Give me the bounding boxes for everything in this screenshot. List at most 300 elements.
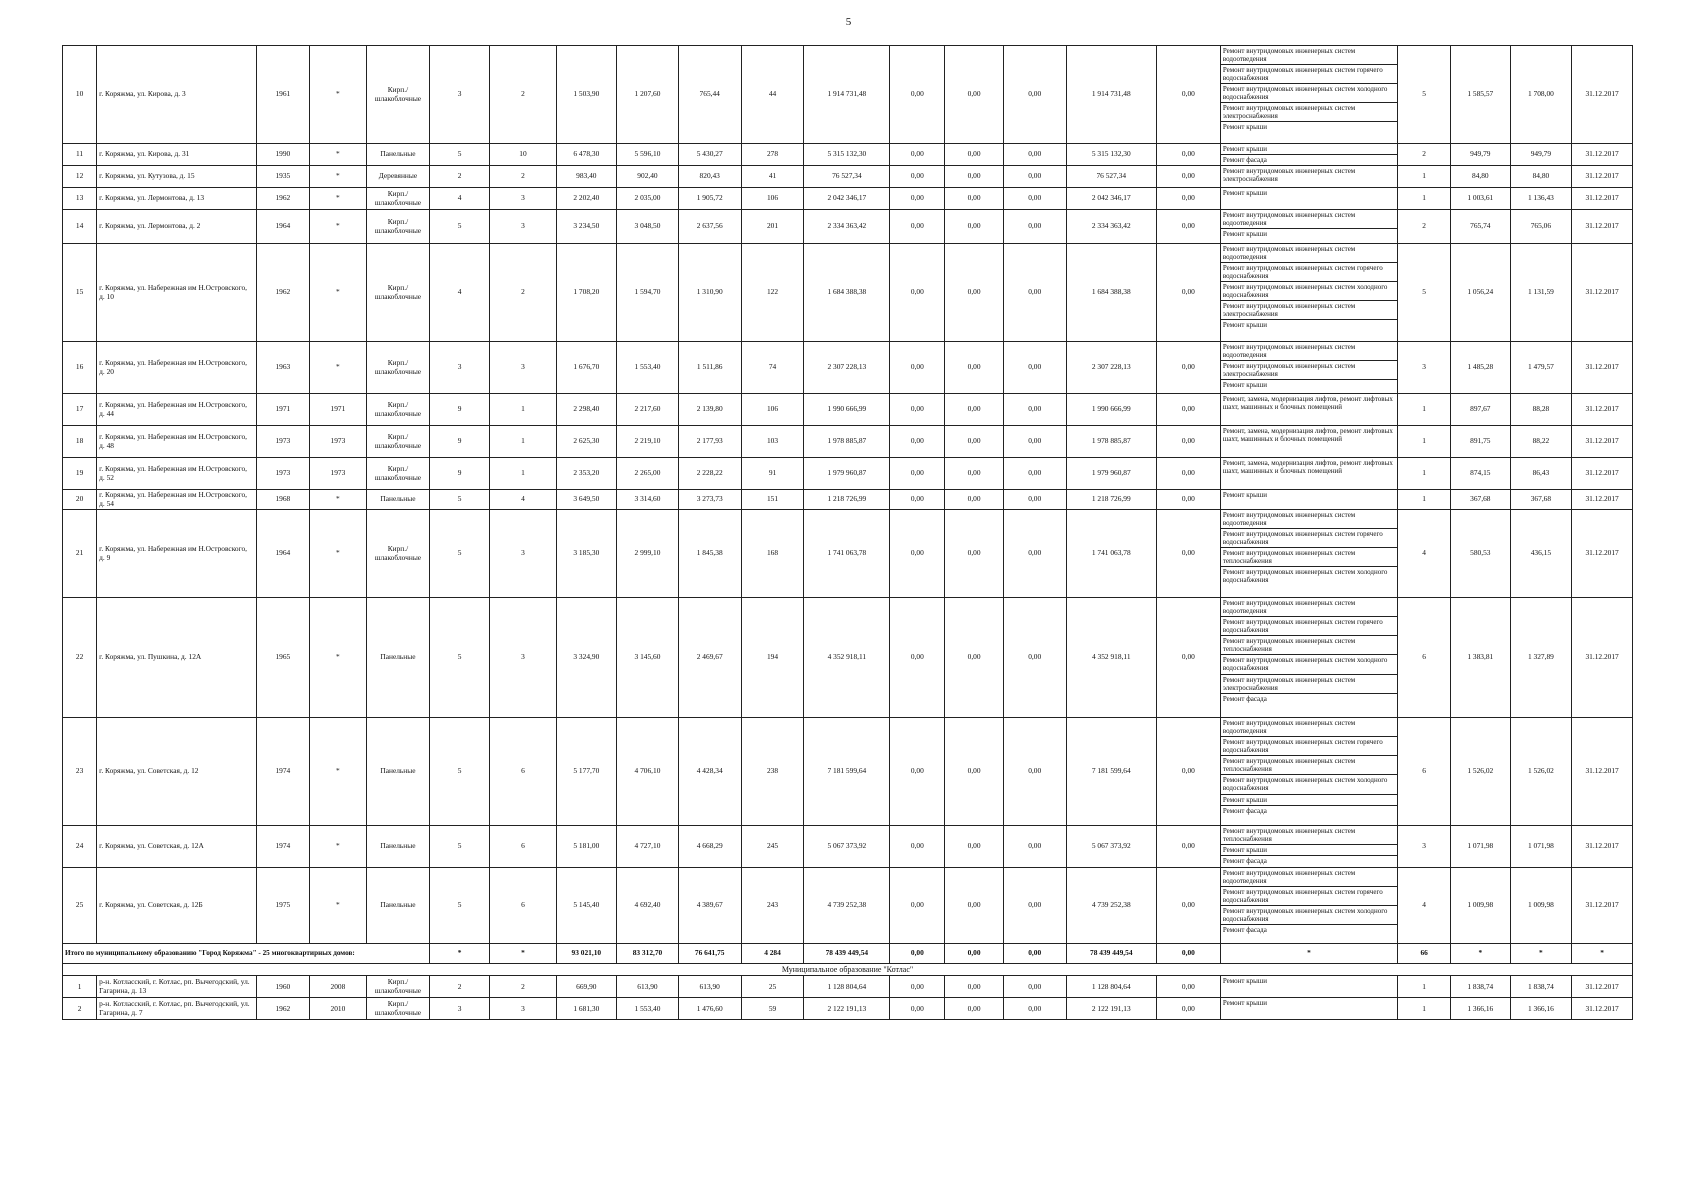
floors-cell: 5 xyxy=(429,826,490,868)
cost-local-cell: 0,00 xyxy=(1003,510,1066,598)
residential-area-cell: 2 469,67 xyxy=(678,598,741,718)
row-number-cell: 21 xyxy=(63,510,97,598)
cost-owners-cell: 1 128 804,64 xyxy=(1066,976,1156,998)
build-year-cell: 1935 xyxy=(256,166,309,188)
wall-material-cell: Панельные xyxy=(367,868,430,944)
wall-material-cell: Кирп./ шлакоблочные xyxy=(367,458,430,490)
housing-repair-table xyxy=(62,45,1633,1020)
work-item: Ремонт внутридомовых инженерных систем горячего водоснабжения xyxy=(1221,887,1397,906)
build-year-cell: 1968 xyxy=(256,490,309,510)
work-item: Ремонт крыши xyxy=(1222,381,1267,390)
cost-other-cell: 0,00 xyxy=(1156,144,1220,166)
section-header-row xyxy=(63,964,1633,976)
works-list-cell xyxy=(1220,426,1397,458)
works-list-cell xyxy=(1220,244,1397,342)
build-year-cell: 1974 xyxy=(256,826,309,868)
limit-cost-cell: 1 366,16 xyxy=(1510,998,1572,1020)
cost-owners-cell: 2 334 363,42 xyxy=(1066,210,1156,244)
residents-cell: 74 xyxy=(741,342,804,394)
housing-repair-table-sheet xyxy=(62,45,1633,1020)
rooms-area-cell: 1 594,70 xyxy=(617,244,679,342)
cost-local-cell: 0,00 xyxy=(1003,868,1066,944)
total-completion-date: * xyxy=(1572,944,1633,964)
cost-federal-cell: 0,00 xyxy=(890,510,945,598)
build-year-cell: 1964 xyxy=(256,210,309,244)
residents-cell: 106 xyxy=(741,394,804,426)
total-cost-total: 78 439 449,54 xyxy=(804,944,890,964)
entrances-cell: 3 xyxy=(490,342,556,394)
entrances-cell: 3 xyxy=(490,998,556,1020)
cost-regional-cell: 0,00 xyxy=(945,188,1003,210)
rooms-area-cell: 4 692,40 xyxy=(617,868,679,944)
floors-cell: 9 xyxy=(429,426,490,458)
cost-federal-cell: 0,00 xyxy=(890,188,945,210)
row-number-cell: 19 xyxy=(63,458,97,490)
total-area-cell: 3 185,30 xyxy=(556,510,617,598)
address-cell: г. Коряжма, ул. Набережная им Н.Островского, д. 20 xyxy=(97,342,257,394)
work-item: Ремонт внутридомовых инженерных систем электроснабжения xyxy=(1221,675,1397,694)
total-works-count: 66 xyxy=(1398,944,1451,964)
cost-owners-cell: 4 739 252,38 xyxy=(1066,868,1156,944)
work-item: Ремонт внутридомовых инженерных систем горячего водоснабжения xyxy=(1221,617,1397,636)
cost-total-cell: 2 042 346,17 xyxy=(804,188,890,210)
cost-other-cell: 0,00 xyxy=(1156,166,1220,188)
total-area-cell: 5 177,70 xyxy=(556,718,617,826)
residents-cell: 245 xyxy=(741,826,804,868)
cost-federal-cell: 0,00 xyxy=(890,598,945,718)
works-count-cell: 1 xyxy=(1398,976,1451,998)
works-list-cell xyxy=(1220,998,1397,1020)
row-number-cell: 15 xyxy=(63,244,97,342)
unit-cost-cell: 1 485,28 xyxy=(1451,342,1510,394)
row-number-cell: 11 xyxy=(63,144,97,166)
unit-cost-cell: 897,67 xyxy=(1451,394,1510,426)
table-row xyxy=(63,510,1633,598)
build-year-cell: 1963 xyxy=(256,342,309,394)
floors-cell: 5 xyxy=(429,510,490,598)
build-year-cell: 1973 xyxy=(256,458,309,490)
completion-date-cell: 31.12.2017 xyxy=(1572,458,1633,490)
works-count-cell: 1 xyxy=(1398,394,1451,426)
floors-cell: 5 xyxy=(429,144,490,166)
entrances-cell: 2 xyxy=(490,46,556,144)
floors-cell: 9 xyxy=(429,394,490,426)
row-number-cell: 2 xyxy=(63,998,97,1020)
cost-owners-cell: 1 914 731,48 xyxy=(1066,46,1156,144)
entrances-cell: 3 xyxy=(490,510,556,598)
cost-regional-cell: 0,00 xyxy=(945,342,1003,394)
cost-regional-cell: 0,00 xyxy=(945,458,1003,490)
page-number: 5 xyxy=(845,16,852,28)
work-item: Ремонт крыши xyxy=(1222,123,1267,132)
cost-total-cell: 1 978 885,87 xyxy=(804,426,890,458)
residential-area-cell: 765,44 xyxy=(678,46,741,144)
completion-date-cell: 31.12.2017 xyxy=(1572,244,1633,342)
cost-federal-cell: 0,00 xyxy=(890,490,945,510)
residents-cell: 106 xyxy=(741,188,804,210)
work-item: Ремонт крыши xyxy=(1221,845,1397,856)
residential-area-cell: 1 511,86 xyxy=(678,342,741,394)
works-count-cell: 2 xyxy=(1398,210,1451,244)
completion-date-cell: 31.12.2017 xyxy=(1572,598,1633,718)
row-number-cell: 18 xyxy=(63,426,97,458)
work-item: Ремонт внутридомовых инженерных систем холодного водоснабжения xyxy=(1221,84,1397,103)
completion-date-cell: 31.12.2017 xyxy=(1572,426,1633,458)
cost-total-cell: 1 741 063,78 xyxy=(804,510,890,598)
cost-owners-cell: 1 741 063,78 xyxy=(1066,510,1156,598)
cost-regional-cell: 0,00 xyxy=(945,394,1003,426)
wall-material-cell: Кирп./ шлакоблочные xyxy=(367,976,430,998)
unit-cost-cell: 1 585,57 xyxy=(1451,46,1510,144)
works-count-cell: 1 xyxy=(1398,426,1451,458)
cost-federal-cell: 0,00 xyxy=(890,718,945,826)
cost-total-cell: 2 122 191,13 xyxy=(804,998,890,1020)
residents-cell: 25 xyxy=(741,976,804,998)
limit-cost-cell: 86,43 xyxy=(1510,458,1572,490)
residential-area-cell: 2 228,22 xyxy=(678,458,741,490)
residents-cell: 59 xyxy=(741,998,804,1020)
cost-other-cell: 0,00 xyxy=(1156,188,1220,210)
unit-cost-cell: 874,15 xyxy=(1451,458,1510,490)
work-item: Ремонт фасада xyxy=(1222,156,1267,165)
total-residential-area: 76 641,75 xyxy=(678,944,741,964)
cost-federal-cell: 0,00 xyxy=(890,998,945,1020)
work-item: Ремонт внутридомовых инженерных систем горячего водоснабжения xyxy=(1221,263,1397,282)
cost-total-cell: 4 739 252,38 xyxy=(804,868,890,944)
last-repair-year-cell: 1971 xyxy=(309,394,366,426)
address-cell: г. Коряжма, ул. Набережная им Н.Островского, д. 10 xyxy=(97,244,257,342)
residents-cell: 278 xyxy=(741,144,804,166)
address-cell: г. Коряжма, ул. Набережная им Н.Островского, д. 9 xyxy=(97,510,257,598)
total-cost-regional: 0,00 xyxy=(945,944,1003,964)
row-number-cell: 10 xyxy=(63,46,97,144)
work-item: Ремонт внутридомовых инженерных систем электроснабжения xyxy=(1221,103,1397,122)
last-repair-year-cell: 2010 xyxy=(309,998,366,1020)
cost-local-cell: 0,00 xyxy=(1003,976,1066,998)
works-list-cell xyxy=(1220,210,1397,244)
total-area-cell: 3 649,50 xyxy=(556,490,617,510)
table-row xyxy=(63,868,1633,944)
cost-federal-cell: 0,00 xyxy=(890,426,945,458)
work-item: Ремонт внутридомовых инженерных систем электроснабжения xyxy=(1222,167,1356,184)
cost-owners-cell: 1 990 666,99 xyxy=(1066,394,1156,426)
work-item: Ремонт, замена, модернизация лифтов, ремонт лифтовых шахт, машинных и блочных помещений xyxy=(1222,427,1393,444)
cost-local-cell: 0,00 xyxy=(1003,188,1066,210)
work-item: Ремонт крыши xyxy=(1222,491,1267,500)
unit-cost-cell: 1 383,81 xyxy=(1451,598,1510,718)
works-count-cell: 4 xyxy=(1398,868,1451,944)
row-number-cell: 12 xyxy=(63,166,97,188)
address-cell: г. Коряжма, ул. Пушкина, д. 12А xyxy=(97,598,257,718)
cost-local-cell: 0,00 xyxy=(1003,998,1066,1020)
works-list-cell xyxy=(1220,510,1397,598)
works-list-cell xyxy=(1220,976,1397,998)
entrances-cell: 1 xyxy=(490,458,556,490)
residential-area-cell: 4 668,29 xyxy=(678,826,741,868)
cost-regional-cell: 0,00 xyxy=(945,998,1003,1020)
completion-date-cell: 31.12.2017 xyxy=(1572,826,1633,868)
rooms-area-cell: 3 314,60 xyxy=(617,490,679,510)
unit-cost-cell: 1 366,16 xyxy=(1451,998,1510,1020)
work-item: Ремонт, замена, модернизация лифтов, ремонт лифтовых шахт, машинных и блочных помещений xyxy=(1222,459,1393,476)
work-item: Ремонт внутридомовых инженерных систем водоотведения xyxy=(1221,510,1397,529)
last-repair-year-cell: * xyxy=(309,510,366,598)
row-number-cell: 17 xyxy=(63,394,97,426)
cost-total-cell: 76 527,34 xyxy=(804,166,890,188)
table-row xyxy=(63,998,1633,1020)
works-count-cell: 2 xyxy=(1398,144,1451,166)
completion-date-cell: 31.12.2017 xyxy=(1572,188,1633,210)
build-year-cell: 1975 xyxy=(256,868,309,944)
address-cell: г. Коряжма, ул. Набережная им Н.Островского, д. 48 xyxy=(97,426,257,458)
cost-owners-cell: 1 978 885,87 xyxy=(1066,426,1156,458)
cost-total-cell: 1 979 960,87 xyxy=(804,458,890,490)
cost-local-cell: 0,00 xyxy=(1003,342,1066,394)
unit-cost-cell: 367,68 xyxy=(1451,490,1510,510)
build-year-cell: 1962 xyxy=(256,188,309,210)
last-repair-year-cell: * xyxy=(309,166,366,188)
cost-regional-cell: 0,00 xyxy=(945,144,1003,166)
cost-owners-cell: 2 307 228,13 xyxy=(1066,342,1156,394)
total-area-cell: 2 353,20 xyxy=(556,458,617,490)
works-count-cell: 1 xyxy=(1398,998,1451,1020)
cost-owners-cell: 1 979 960,87 xyxy=(1066,458,1156,490)
total-area-cell: 1 708,20 xyxy=(556,244,617,342)
works-count-cell: 6 xyxy=(1398,598,1451,718)
residents-cell: 91 xyxy=(741,458,804,490)
residents-cell: 44 xyxy=(741,46,804,144)
cost-other-cell: 0,00 xyxy=(1156,458,1220,490)
works-count-cell: 3 xyxy=(1398,342,1451,394)
cost-other-cell: 0,00 xyxy=(1156,510,1220,598)
rooms-area-cell: 1 553,40 xyxy=(617,998,679,1020)
address-cell: р-н. Котласский, г. Котлас, рп. Вычегодский, ул. Гагарина, д. 13 xyxy=(97,976,257,998)
cost-total-cell: 1 990 666,99 xyxy=(804,394,890,426)
cost-regional-cell: 0,00 xyxy=(945,976,1003,998)
works-list-cell xyxy=(1220,868,1397,944)
limit-cost-cell: 88,22 xyxy=(1510,426,1572,458)
cost-other-cell: 0,00 xyxy=(1156,426,1220,458)
cost-owners-cell: 7 181 599,64 xyxy=(1066,718,1156,826)
work-item: Ремонт внутридомовых инженерных систем водоотведения xyxy=(1221,342,1397,361)
last-repair-year-cell: * xyxy=(309,490,366,510)
residents-cell: 41 xyxy=(741,166,804,188)
works-list-cell xyxy=(1220,458,1397,490)
cost-other-cell: 0,00 xyxy=(1156,210,1220,244)
entrances-cell: 6 xyxy=(490,718,556,826)
works-count-cell: 5 xyxy=(1398,46,1451,144)
residential-area-cell: 1 476,60 xyxy=(678,998,741,1020)
residential-area-cell: 1 310,90 xyxy=(678,244,741,342)
residential-area-cell: 2 139,80 xyxy=(678,394,741,426)
rooms-area-cell: 1 207,60 xyxy=(617,46,679,144)
floors-cell: 2 xyxy=(429,166,490,188)
cost-other-cell: 0,00 xyxy=(1156,826,1220,868)
cost-owners-cell: 4 352 918,11 xyxy=(1066,598,1156,718)
cost-total-cell: 1 914 731,48 xyxy=(804,46,890,144)
residential-area-cell: 2 177,93 xyxy=(678,426,741,458)
floors-cell: 5 xyxy=(429,490,490,510)
total-works: * xyxy=(1220,944,1397,964)
address-cell: р-н. Котласский, г. Котлас, рп. Вычегодский, ул. Гагарина, д. 7 xyxy=(97,998,257,1020)
cost-regional-cell: 0,00 xyxy=(945,210,1003,244)
completion-date-cell: 31.12.2017 xyxy=(1572,210,1633,244)
total-floors: * xyxy=(429,944,490,964)
cost-local-cell: 0,00 xyxy=(1003,458,1066,490)
cost-total-cell: 2 334 363,42 xyxy=(804,210,890,244)
total-area-cell: 1 503,90 xyxy=(556,46,617,144)
work-item: Ремонт внутридомовых инженерных систем водоотведения xyxy=(1221,244,1397,263)
cost-federal-cell: 0,00 xyxy=(890,868,945,944)
work-item: Ремонт внутридомовых инженерных систем водоотведения xyxy=(1221,210,1397,229)
work-item: Ремонт крыши xyxy=(1222,230,1267,239)
wall-material-cell: Кирп./ шлакоблочные xyxy=(367,998,430,1020)
work-item: Ремонт внутридомовых инженерных систем холодного водоснабжения xyxy=(1222,568,1388,585)
address-cell: г. Коряжма, ул. Кирова, д. 31 xyxy=(97,144,257,166)
build-year-cell: 1962 xyxy=(256,244,309,342)
last-repair-year-cell: * xyxy=(309,718,366,826)
limit-cost-cell: 1 071,98 xyxy=(1510,826,1572,868)
completion-date-cell: 31.12.2017 xyxy=(1572,166,1633,188)
unit-cost-cell: 1 056,24 xyxy=(1451,244,1510,342)
unit-cost-cell: 949,79 xyxy=(1451,144,1510,166)
floors-cell: 5 xyxy=(429,718,490,826)
wall-material-cell: Кирп./ шлакоблочные xyxy=(367,244,430,342)
work-item: Ремонт внутридомовых инженерных систем теплоснабжения xyxy=(1221,636,1397,655)
works-list-cell xyxy=(1220,144,1397,166)
completion-date-cell: 31.12.2017 xyxy=(1572,718,1633,826)
work-item: Ремонт фасада xyxy=(1222,694,1267,703)
works-count-cell: 1 xyxy=(1398,188,1451,210)
last-repair-year-cell: * xyxy=(309,210,366,244)
cost-federal-cell: 0,00 xyxy=(890,144,945,166)
entrances-cell: 2 xyxy=(490,166,556,188)
residents-cell: 201 xyxy=(741,210,804,244)
row-number-cell: 16 xyxy=(63,342,97,394)
address-cell: г. Коряжма, ул. Кирова, д. 3 xyxy=(97,46,257,144)
work-item: Ремонт фасада xyxy=(1222,926,1267,935)
total-residents: 4 284 xyxy=(741,944,804,964)
build-year-cell: 1990 xyxy=(256,144,309,166)
cost-owners-cell: 1 684 388,38 xyxy=(1066,244,1156,342)
entrances-cell: 2 xyxy=(490,244,556,342)
cost-regional-cell: 0,00 xyxy=(945,166,1003,188)
total-area-cell: 983,40 xyxy=(556,166,617,188)
table-row xyxy=(63,718,1633,826)
cost-federal-cell: 0,00 xyxy=(890,976,945,998)
build-year-cell: 1973 xyxy=(256,426,309,458)
section-title: Муниципальное образование "Котлас" xyxy=(63,964,1633,976)
works-list-cell xyxy=(1220,718,1397,826)
total-area-cell: 6 478,30 xyxy=(556,144,617,166)
cost-regional-cell: 0,00 xyxy=(945,426,1003,458)
address-cell: г. Коряжма, ул. Набережная им Н.Островского, д. 44 xyxy=(97,394,257,426)
address-cell: г. Коряжма, ул. Советская, д. 12Б xyxy=(97,868,257,944)
cost-local-cell: 0,00 xyxy=(1003,598,1066,718)
works-count-cell: 6 xyxy=(1398,718,1451,826)
work-item: Ремонт крыши xyxy=(1222,999,1267,1008)
last-repair-year-cell: * xyxy=(309,598,366,718)
rooms-area-cell: 3 145,60 xyxy=(617,598,679,718)
residents-cell: 243 xyxy=(741,868,804,944)
table-row xyxy=(63,490,1633,510)
wall-material-cell: Панельные xyxy=(367,826,430,868)
total-area-cell: 2 202,40 xyxy=(556,188,617,210)
address-cell: г. Коряжма, ул. Лермонтова, д. 2 xyxy=(97,210,257,244)
total-area-cell: 1 676,70 xyxy=(556,342,617,394)
total-cost-federal: 0,00 xyxy=(890,944,945,964)
cost-federal-cell: 0,00 xyxy=(890,244,945,342)
work-item: Ремонт крыши xyxy=(1221,144,1397,155)
residential-area-cell: 3 273,73 xyxy=(678,490,741,510)
cost-regional-cell: 0,00 xyxy=(945,244,1003,342)
row-number-cell: 23 xyxy=(63,718,97,826)
cost-other-cell: 0,00 xyxy=(1156,342,1220,394)
work-item: Ремонт крыши xyxy=(1222,189,1267,198)
table-row xyxy=(63,188,1633,210)
limit-cost-cell: 1 009,98 xyxy=(1510,868,1572,944)
build-year-cell: 1965 xyxy=(256,598,309,718)
work-item: Ремонт фасада xyxy=(1222,857,1267,866)
rooms-area-cell: 2 217,60 xyxy=(617,394,679,426)
rooms-area-cell: 4 727,10 xyxy=(617,826,679,868)
cost-owners-cell: 2 122 191,13 xyxy=(1066,998,1156,1020)
work-item: Ремонт внутридомовых инженерных систем теплоснабжения xyxy=(1221,826,1397,845)
work-item: Ремонт внутридомовых инженерных систем горячего водоснабжения xyxy=(1221,529,1397,548)
floors-cell: 5 xyxy=(429,210,490,244)
completion-date-cell: 31.12.2017 xyxy=(1572,490,1633,510)
last-repair-year-cell: * xyxy=(309,342,366,394)
cost-local-cell: 0,00 xyxy=(1003,166,1066,188)
work-item: Ремонт внутридомовых инженерных систем водоотведения xyxy=(1221,46,1397,65)
cost-total-cell: 4 352 918,11 xyxy=(804,598,890,718)
works-list-cell xyxy=(1220,826,1397,868)
table-row xyxy=(63,210,1633,244)
last-repair-year-cell: * xyxy=(309,826,366,868)
works-count-cell: 3 xyxy=(1398,826,1451,868)
unit-cost-cell: 84,80 xyxy=(1451,166,1510,188)
total-area-cell: 669,90 xyxy=(556,976,617,998)
cost-federal-cell: 0,00 xyxy=(890,826,945,868)
cost-regional-cell: 0,00 xyxy=(945,868,1003,944)
table-body xyxy=(63,46,1633,1020)
last-repair-year-cell: * xyxy=(309,144,366,166)
residential-area-cell: 2 637,56 xyxy=(678,210,741,244)
completion-date-cell: 31.12.2017 xyxy=(1572,868,1633,944)
work-item: Ремонт внутридомовых инженерных систем холодного водоснабжения xyxy=(1221,906,1397,925)
cost-local-cell: 0,00 xyxy=(1003,426,1066,458)
build-year-cell: 1962 xyxy=(256,998,309,1020)
cost-other-cell: 0,00 xyxy=(1156,868,1220,944)
works-list-cell xyxy=(1220,166,1397,188)
cost-other-cell: 0,00 xyxy=(1156,998,1220,1020)
total-area-cell: 3 234,50 xyxy=(556,210,617,244)
cost-local-cell: 0,00 xyxy=(1003,144,1066,166)
residents-cell: 151 xyxy=(741,490,804,510)
build-year-cell: 1961 xyxy=(256,46,309,144)
row-number-cell: 25 xyxy=(63,868,97,944)
entrances-cell: 2 xyxy=(490,976,556,998)
table-row xyxy=(63,826,1633,868)
total-area-cell: 2 625,30 xyxy=(556,426,617,458)
works-list-cell xyxy=(1220,188,1397,210)
cost-regional-cell: 0,00 xyxy=(945,598,1003,718)
residential-area-cell: 820,43 xyxy=(678,166,741,188)
residential-area-cell: 1 845,38 xyxy=(678,510,741,598)
residential-area-cell: 4 389,67 xyxy=(678,868,741,944)
unit-cost-cell: 1 009,98 xyxy=(1451,868,1510,944)
cost-other-cell: 0,00 xyxy=(1156,598,1220,718)
